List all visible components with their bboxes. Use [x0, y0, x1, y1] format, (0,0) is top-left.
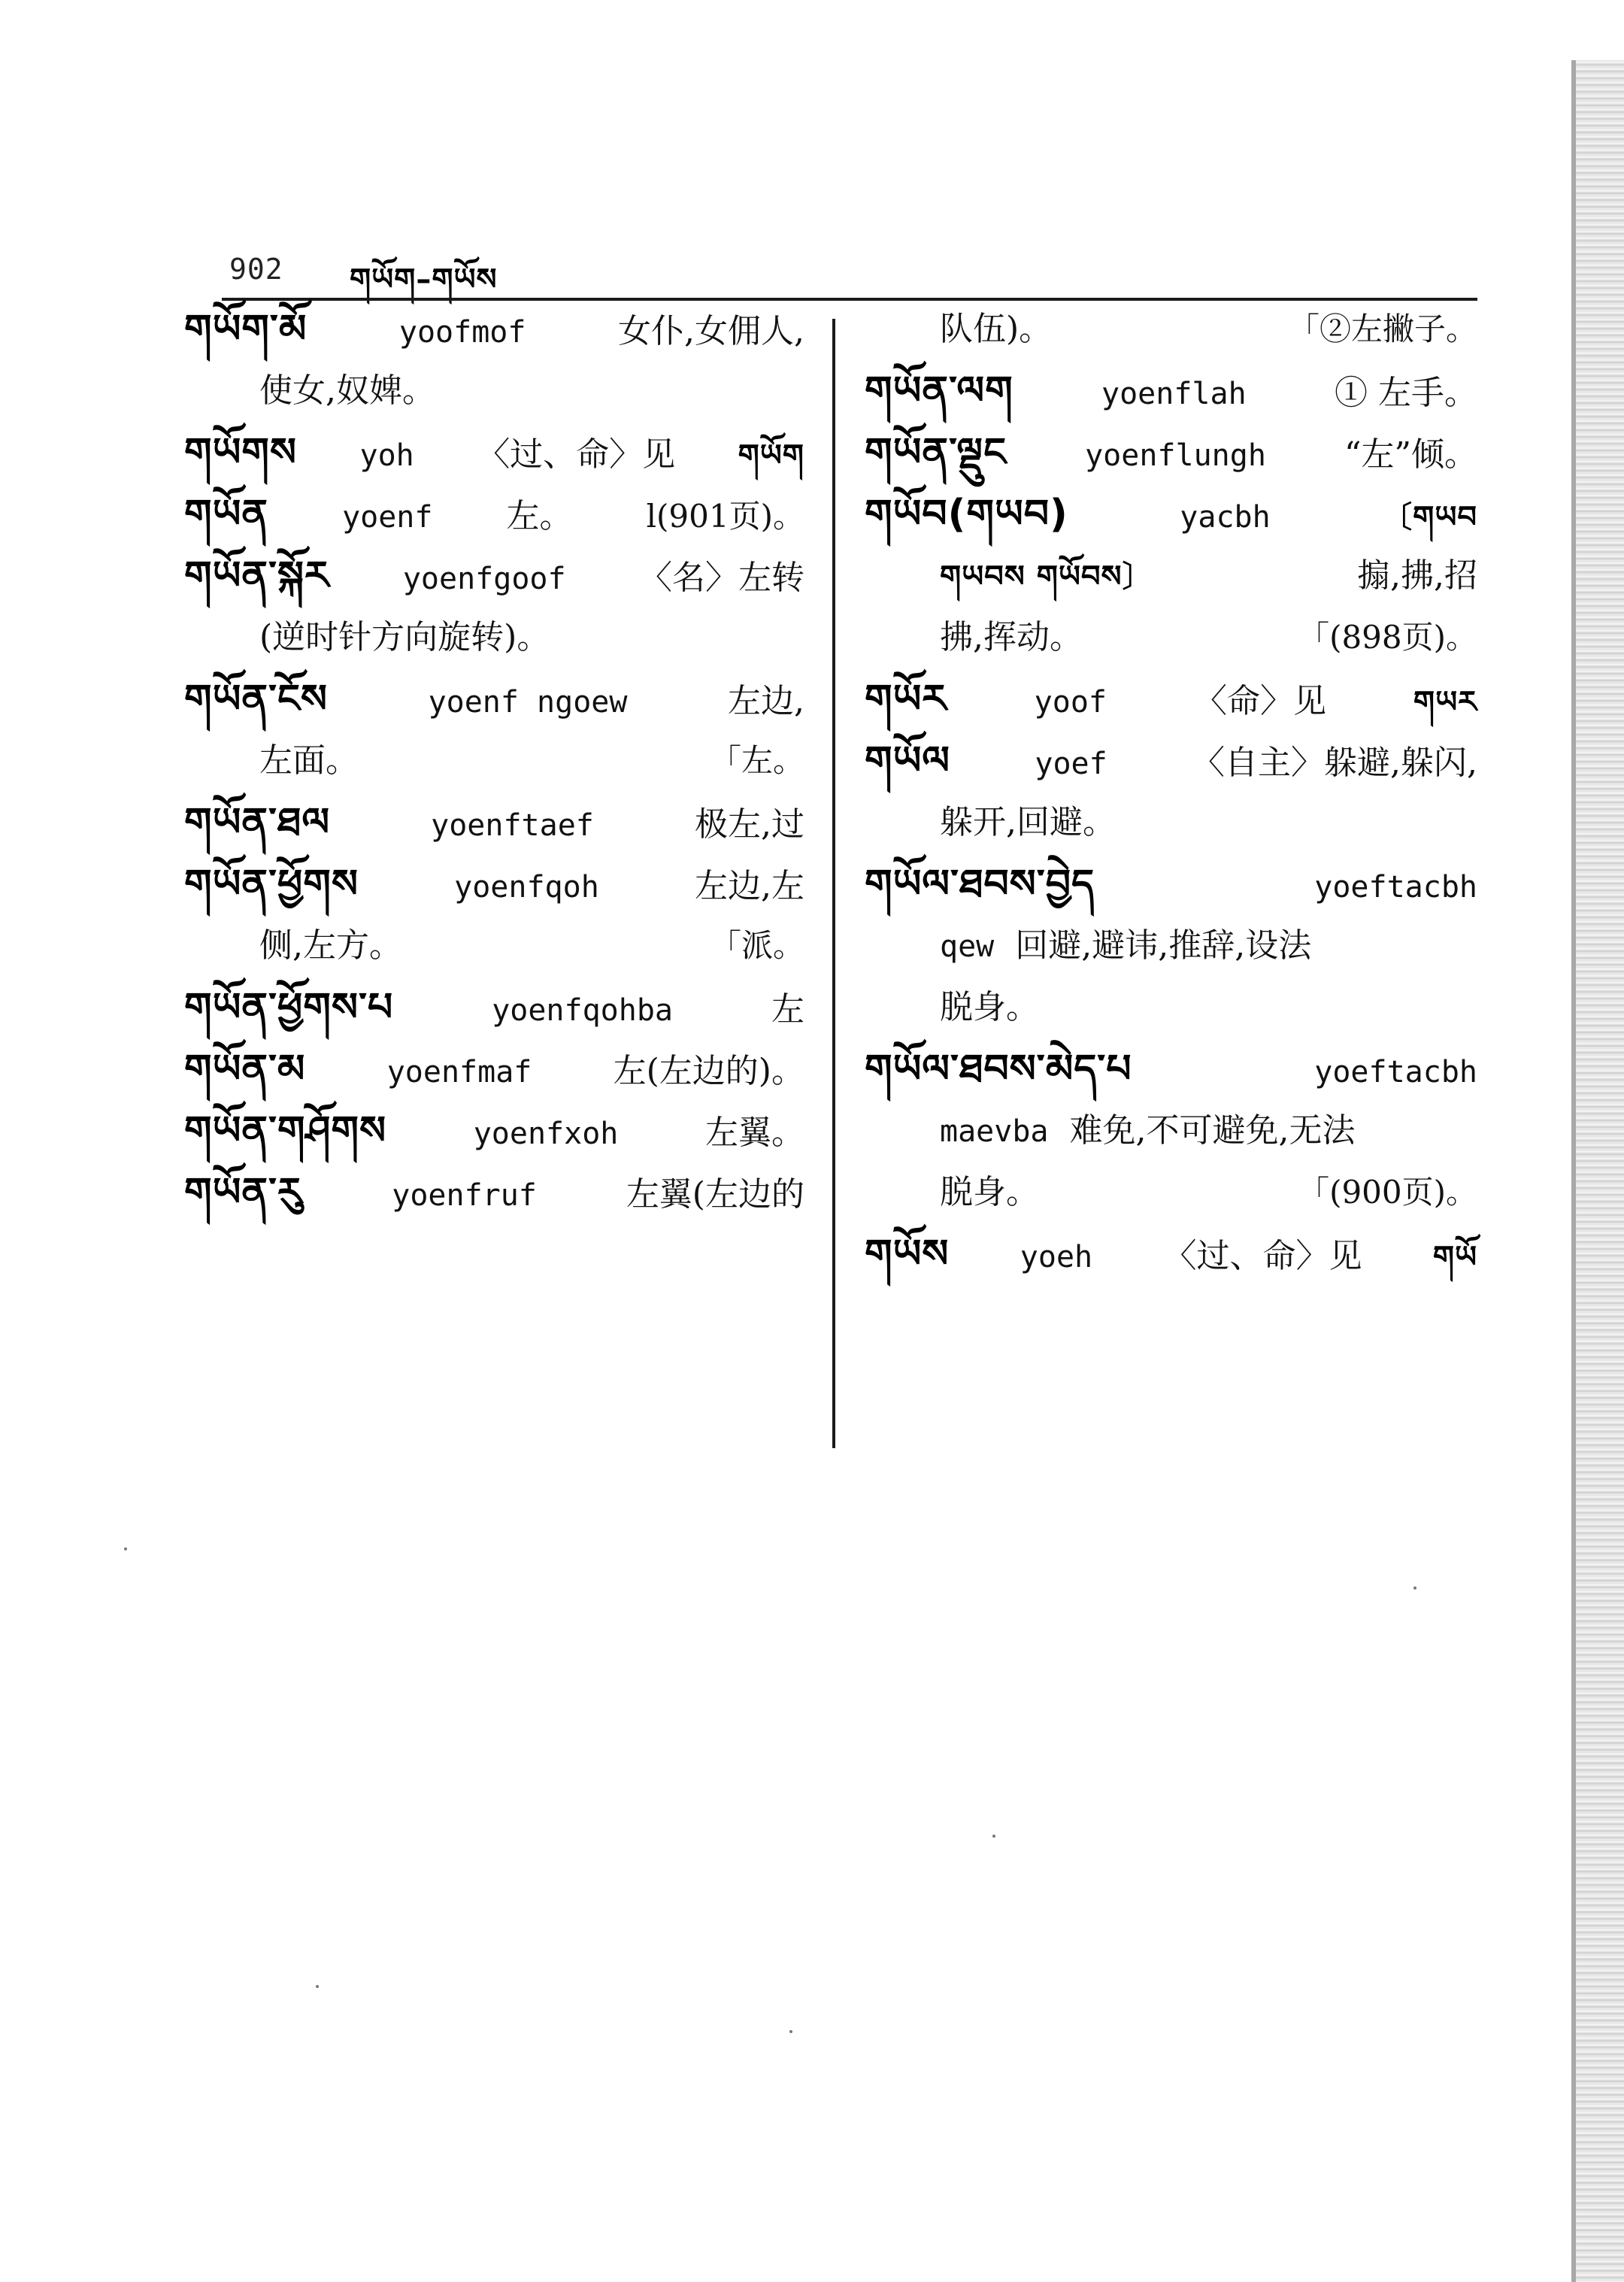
column-divider	[832, 319, 835, 1448]
headword-tibetan: གཡོན་རུ	[184, 1170, 303, 1215]
entry-headline	[184, 555, 804, 617]
definition-text: 左翼(左边的	[626, 1175, 804, 1214]
headword-tibetan: གཡོར	[865, 677, 947, 722]
dictionary-entry	[865, 1233, 1477, 1295]
headword-romanization: yoenfgoof	[402, 562, 566, 596]
variant-forms-tibetan: 〔གཡབ	[1382, 500, 1477, 535]
definition-text: 女仆,女佣人,	[618, 312, 804, 350]
definition-text: 〈命〉见	[1193, 682, 1326, 720]
dictionary-entry	[184, 1110, 804, 1171]
headword-tibetan: གཡོབ(གཡབ)	[865, 492, 1068, 537]
cross-reference-tibetan: གཡོག	[738, 438, 804, 473]
definition-text: 脱身。	[940, 1173, 1039, 1211]
dictionary-entry	[184, 678, 804, 802]
headword-tibetan: གཡོན་ལག	[865, 368, 1013, 414]
entry-headline	[184, 863, 804, 925]
entry-continuation	[865, 1110, 1477, 1171]
headword-romanization: yoeh	[1020, 1240, 1093, 1274]
overflow-note: 「②左撇子。	[1287, 311, 1477, 347]
header-rule	[222, 298, 1477, 301]
definition-text: 难免,不可避免,无法	[1069, 1111, 1356, 1150]
scan-speck	[316, 1985, 319, 1988]
definition-text: 队伍)。	[940, 310, 1053, 348]
definition-text: 使女,奴婢。	[259, 371, 435, 410]
headword-romanization: yoenf	[342, 500, 433, 535]
entry-headline	[184, 678, 804, 740]
headword-tibetan: གཡོལ་ཐབས་བྱེད	[865, 862, 1095, 907]
headword-tibetan: གཡོན་ཐལ	[184, 800, 331, 845]
headword-tibetan: གཡོན་ཕྱོགས་པ	[184, 985, 394, 1030]
definition-text: 〈过、命〉见	[477, 435, 676, 474]
headword-romanization: yoofmof	[398, 315, 526, 350]
headword-romanization: yoenflah	[1101, 377, 1247, 411]
headword-tibetan: གཡོལ	[865, 738, 951, 783]
headword-romanization: yacbh	[1180, 500, 1271, 535]
entry-headline	[184, 1171, 804, 1233]
dictionary-entry	[184, 1171, 804, 1233]
definition-text: “左”倾。	[1344, 435, 1477, 474]
definition-text: 搧,拂,招	[1357, 556, 1477, 595]
dictionary-entry	[865, 1048, 1477, 1233]
headword-tibetan: གཡོན་མ	[184, 1047, 306, 1092]
left-column	[184, 308, 804, 1233]
cross-reference-tibetan: གཡོ	[1432, 1240, 1477, 1274]
dictionary-entry	[184, 308, 804, 432]
scan-speck	[789, 2030, 792, 2033]
entry-headline	[865, 493, 1477, 555]
headword-romanization: yoenftaef	[431, 808, 594, 843]
dictionary-entry	[865, 493, 1477, 678]
page-number: 902	[229, 253, 283, 286]
definition-text: 〈名〉左转	[638, 559, 804, 597]
entry-headline	[865, 678, 1477, 740]
entry-continuation	[865, 802, 1477, 863]
page-header	[222, 241, 1477, 298]
dictionary-entry	[184, 1048, 804, 1110]
headword-romanization: yoenfruf	[392, 1178, 537, 1213]
definition-text: 左边,左	[694, 867, 804, 905]
headword-tibetan: གཡོས	[865, 1232, 950, 1277]
headword-romanization: yoeftacbh	[1314, 1055, 1477, 1089]
entry-continuation	[184, 740, 804, 802]
overflow-note: l(901页)。	[646, 498, 804, 535]
entry-continuation	[184, 617, 804, 678]
definition-text: 〈过、命〉见	[1163, 1237, 1362, 1275]
definition-text: 极左,过	[694, 805, 804, 844]
entry-headline	[184, 432, 804, 493]
scan-speck	[124, 1547, 127, 1550]
definition-text: (逆时针方向旋转)。	[259, 618, 550, 656]
scan-speck	[1413, 1586, 1416, 1590]
definition-text: 左(左边的)。	[613, 1052, 804, 1090]
scan-speck	[992, 1835, 995, 1838]
dictionary-entry	[184, 432, 804, 493]
entry-headline	[865, 740, 1477, 802]
definition-text: 左边,	[728, 682, 804, 720]
entry-continuation	[184, 370, 804, 432]
definition-text: 〈自主〉躲避,躲闪,	[1192, 744, 1477, 782]
definition-text: 左	[771, 990, 804, 1029]
entry-headline	[184, 1048, 804, 1110]
headword-romanization: yoenf ngoew	[428, 685, 628, 720]
headword-romanization: yoenfmaf	[386, 1055, 532, 1089]
dictionary-entry	[865, 678, 1477, 740]
definition-text: 侧,左方。	[259, 926, 402, 965]
headword-romanization: maevba	[940, 1114, 1049, 1149]
entry-continuation	[865, 925, 1477, 986]
headword-tibetan: གཡོན་སྐོར	[184, 553, 330, 599]
headword-romanization: yoh	[359, 438, 414, 473]
entry-continuation	[184, 925, 804, 986]
headword-tibetan: གཡོན་ཕྱོགས	[184, 862, 359, 907]
headword-romanization: yoenfqohba	[492, 993, 674, 1028]
dictionary-entry	[184, 863, 804, 986]
dictionary-entry	[865, 370, 1477, 432]
headword-romanization: yoef	[1035, 747, 1107, 781]
dictionary-entry	[865, 863, 1477, 1048]
definition-text: 躲开,回避。	[940, 803, 1116, 841]
cross-reference-tibetan: གཡར	[1413, 685, 1477, 720]
entry-headline	[865, 1048, 1477, 1110]
headword-tibetan: གཡོན་ལྡུང	[865, 430, 1007, 475]
headword-tibetan: གཡོག་མོ	[184, 307, 308, 352]
headword-tibetan: གཡོན	[184, 492, 268, 537]
overflow-note: 「左。	[709, 742, 804, 779]
entry-continuation	[865, 1171, 1477, 1233]
entry-headline	[865, 863, 1477, 925]
dictionary-entry	[184, 555, 804, 678]
entry-headline	[184, 1110, 804, 1171]
definition-text: 左面。	[259, 741, 359, 780]
dictionary-entry	[865, 432, 1477, 493]
headword-romanization: yoenfqoh	[454, 870, 599, 905]
headword-romanization: yoof	[1034, 685, 1107, 720]
definition-text: 拂,挥动。	[940, 618, 1083, 656]
headword-romanization: qew	[940, 929, 995, 964]
definition-text: 脱身。	[940, 988, 1039, 1026]
entry-headline	[184, 493, 804, 555]
entry-continuation	[865, 617, 1477, 678]
entry-headline	[184, 308, 804, 370]
headword-romanization: yoeftacbh	[1314, 870, 1477, 905]
entry-headline	[865, 432, 1477, 493]
headword-tibetan: གཡོན་གཤོགས	[184, 1108, 387, 1153]
overflow-note: 「(900页)。	[1298, 1174, 1477, 1211]
dictionary-entry	[865, 308, 1477, 370]
entry-headline	[865, 1233, 1477, 1295]
dictionary-entry	[184, 986, 804, 1048]
variant-forms-tibetan: གཡབས གཡོབས〕	[940, 559, 1153, 594]
entry-continuation	[865, 986, 1477, 1048]
definition-text: 左翼。	[705, 1114, 804, 1152]
entry-headline	[184, 802, 804, 863]
running-head: གཡོག–གཡོས	[350, 262, 498, 297]
headword-tibetan: གཡོན་ངོས	[184, 677, 329, 722]
overflow-note: 「派。	[709, 927, 804, 964]
definition-text: ① 左手。	[1335, 374, 1477, 412]
entry-continuation	[865, 555, 1477, 617]
entry-headline	[184, 986, 804, 1048]
headword-romanization: yoenflungh	[1085, 438, 1266, 473]
right-column	[865, 308, 1477, 1295]
entry-headline	[865, 370, 1477, 432]
definition-text: 回避,避讳,推辞,设法	[1015, 926, 1312, 965]
overflow-note: 「(898页)。	[1298, 619, 1477, 656]
headword-romanization: yoenfxoh	[473, 1117, 619, 1151]
entry-continuation	[865, 308, 1477, 370]
dictionary-entry	[865, 740, 1477, 863]
dictionary-entry	[184, 493, 804, 555]
headword-tibetan: གཡོགས	[184, 430, 298, 475]
dictionary-entry	[184, 802, 804, 863]
definition-text: 左。	[506, 497, 573, 535]
page-edge-shadow	[1571, 60, 1624, 2282]
headword-tibetan: གཡོལ་ཐབས་མེད་པ	[865, 1047, 1132, 1092]
